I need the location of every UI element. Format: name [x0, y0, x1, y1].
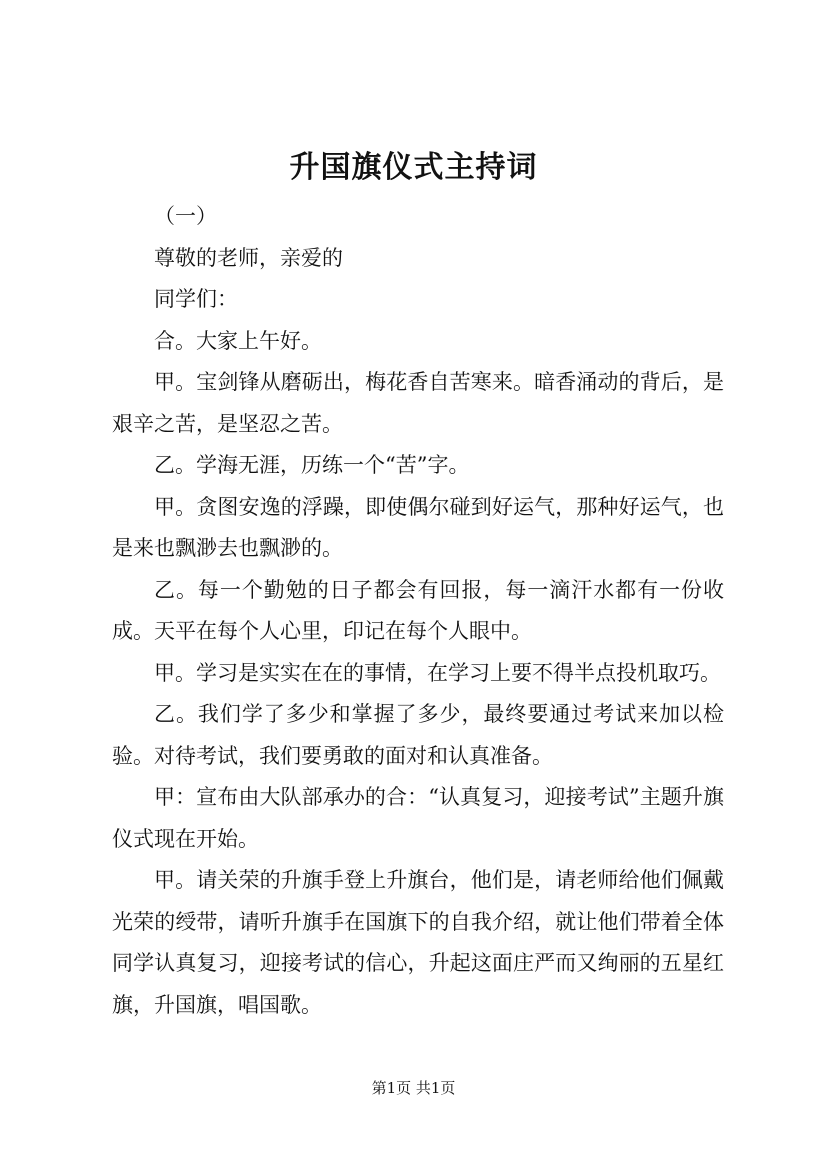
document-title: 升国旗仪式主持词 [289, 150, 538, 185]
paragraph: 乙。学海无涯，历练一个“苦”字。 [154, 453, 470, 477]
paragraph: 合。大家上午好。 [154, 328, 322, 353]
paragraph: 甲。请关荣的升旗手登上升旗台，他们是，请老师给他们佩戴光荣的绶带，请听升旗手在国旗下的自我介绍，就让他们带着全体同学认真复习，迎接考试的信心，升起这面庄严而又绚丽的五星红旗，升国旗，唱国歌。 [112, 868, 724, 1017]
paragraph: 乙。我们学了多少和掌握了多少，最终要通过考试来加以检验。对待考试，我们要勇敢的面对和认真准备。 [112, 702, 724, 768]
paragraph: 甲。宝剑锋从磨砺出，梅花香自苦寒来。暗香涌动的背后，是艰辛之苦，是坚忍之苦。 [112, 370, 724, 436]
document-body [112, 196, 724, 1026]
paragraph: 甲：宣布由大队部承办的合：“认真复习，迎接考试”主题升旗仪式现在开始。 [112, 785, 724, 851]
paragraph: 甲。学习是实实在在的事情，在学习上要不得半点投机取巧。 [154, 660, 721, 685]
paragraph: 同学们： [154, 287, 238, 311]
paragraph: （一） [154, 204, 217, 228]
paragraph: 甲。贪图安逸的浮躁，即使偶尔碰到好运气，那种好运气，也是来也飘渺去也飘渺的。 [112, 494, 724, 560]
page-footer: 第1页 共1页 [371, 1079, 456, 1097]
paragraph: 乙。每一个勤勉的日子都会有回报，每一滴汗水都有一份收成。天平在每个人心里，印记在每个人眼中。 [112, 577, 724, 643]
paragraph: 尊敬的老师，亲爱的 [154, 245, 343, 270]
